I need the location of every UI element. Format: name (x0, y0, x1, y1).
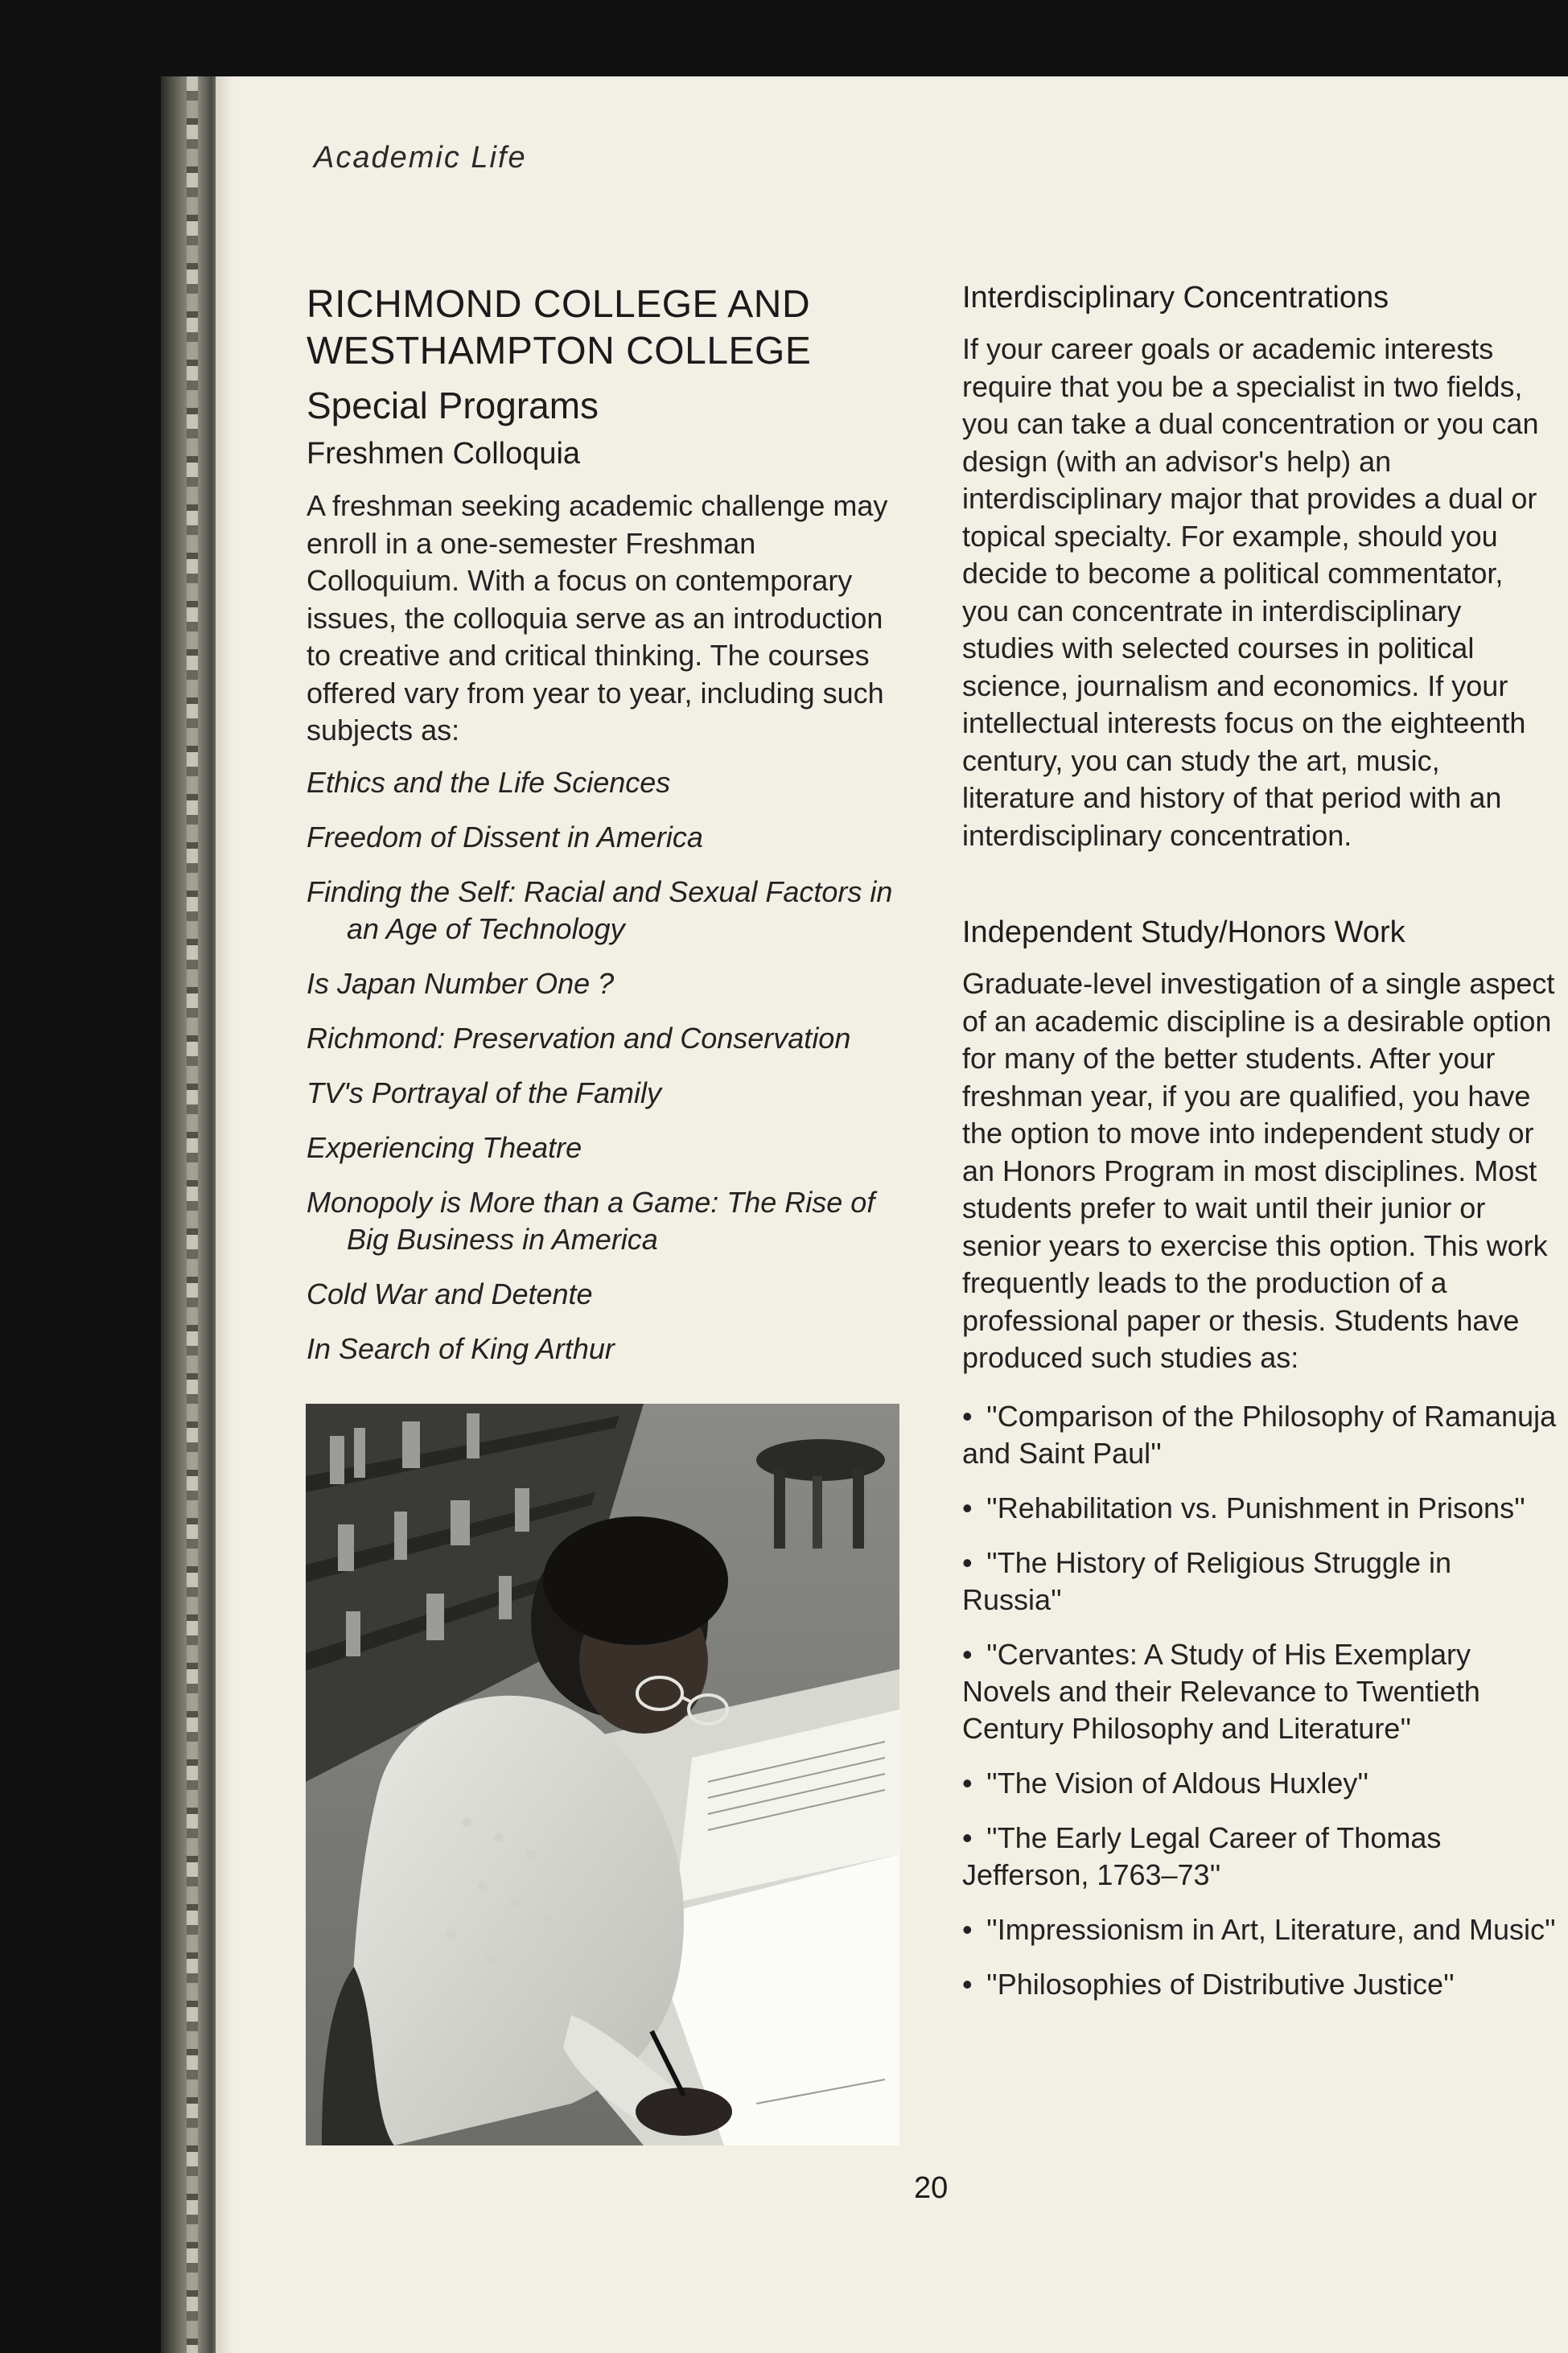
studies-list (962, 1398, 1558, 2003)
running-head: Academic Life (314, 141, 527, 175)
study-item (962, 1911, 1558, 1948)
study-item (962, 1966, 1558, 2003)
section-heading: Special Programs (307, 385, 599, 426)
course-list (307, 764, 902, 1368)
bullet-icon: • (962, 1912, 973, 1946)
study-title: ''Cervantes: A Study of His Exemplary Novels and their Relevance to Twentieth Century Philosophy and Literature'' (962, 1637, 1480, 1745)
bullet-icon: • (962, 1399, 973, 1433)
study-item (962, 1545, 1558, 1619)
study-title: ''Philosophies of Distributive Justice'' (986, 1967, 1455, 2001)
study-title: ''The History of Religious Struggle in Russia'' (962, 1545, 1452, 1616)
subsection-heading: Freshmen Colloquia (307, 437, 581, 471)
study-title: ''The Early Legal Career of Thomas Jefferson, 1763–73'' (962, 1820, 1442, 1891)
course-item: Richmond: Preservation and Conservation (307, 1021, 851, 1055)
interdisciplinary-text: If your career goals or academic interests require that you be a specialist in two fields, you can take a dual concentration or you can design (with an advisor's help) an interdisciplinary major that provides a dual or topical specialty. For example, should you decide to become a political commentator, you can concentrate in interdisciplinary studies with selected courses in political science, journalism and economics. If your intellectual interests focus on the eighteenth century, you can study the art, music, literature and history of that period with an interdisciplinary concentration. (962, 332, 1539, 852)
bullet-icon: • (962, 1766, 973, 1800)
course-item: Monopoly is More than a Game: The Rise of Big Business in America (307, 1185, 875, 1256)
independent-study-text: Graduate-level investigation of a single aspect of an academic discipline is a desirable option for many of the better students. After your freshman year, if you are qualified, you have the option to move into independent study or an Honors Program in most disciplines. Most students prefer to wait until their junior or senior years to exercise this option. This work frequently leads to the production of a professional paper or thesis. Students have produced such studies as: (962, 967, 1555, 1374)
course-item: Cold War and Detente (307, 1277, 593, 1310)
book-binding (187, 76, 198, 2353)
study-item (962, 1636, 1558, 1747)
study-title: ''Comparison of the Philosophy of Ramanuja and Saint Paul'' (962, 1399, 1557, 1470)
study-item (962, 1765, 1558, 1802)
student-studying-photo (306, 1404, 899, 2145)
course-item: Freedom of Dissent in America (307, 820, 703, 854)
bullet-icon: • (962, 1491, 973, 1524)
page-number: 20 (914, 2171, 949, 2205)
study-item (962, 1490, 1558, 1527)
interdisciplinary-heading: Interdisciplinary Concentrations (962, 281, 1389, 315)
course-item: Experiencing Theatre (307, 1130, 582, 1164)
page-title: RICHMOND COLLEGE AND WESTHAMPTON COLLEGE (307, 283, 812, 372)
study-title: ''Impressionism in Art, Literature, and Music'' (986, 1912, 1556, 1946)
course-item: Ethics and the Life Sciences (307, 765, 671, 799)
study-item (962, 1820, 1558, 1894)
course-item: In Search of King Arthur (307, 1331, 615, 1365)
course-item: Is Japan Number One ? (307, 966, 615, 1000)
independent-study-heading: Independent Study/Honors Work (962, 915, 1405, 949)
study-title: ''Rehabilitation vs. Punishment in Prisons'' (986, 1491, 1525, 1524)
document-page (216, 76, 1568, 2353)
course-item: Finding the Self: Racial and Sexual Factors in an Age of Technology (307, 874, 893, 945)
bullet-icon: • (962, 1820, 973, 1854)
bullet-icon: • (962, 1967, 973, 2001)
study-item (962, 1398, 1558, 1472)
course-item: TV's Portrayal of the Family (307, 1076, 661, 1109)
study-title: ''The Vision of Aldous Huxley'' (986, 1766, 1369, 1800)
bullet-icon: • (962, 1545, 973, 1579)
left-column (307, 282, 902, 1385)
bullet-icon: • (962, 1637, 973, 1671)
colloquia-intro: A freshman seeking academic challenge may enroll in a one-semester Freshman Colloquium. With a focus on contemporary issues, the colloquia serve as an introduction to creative and critical thinking. The courses offered vary from year to year, including such subjects as: (307, 489, 888, 747)
right-column (962, 278, 1558, 2021)
